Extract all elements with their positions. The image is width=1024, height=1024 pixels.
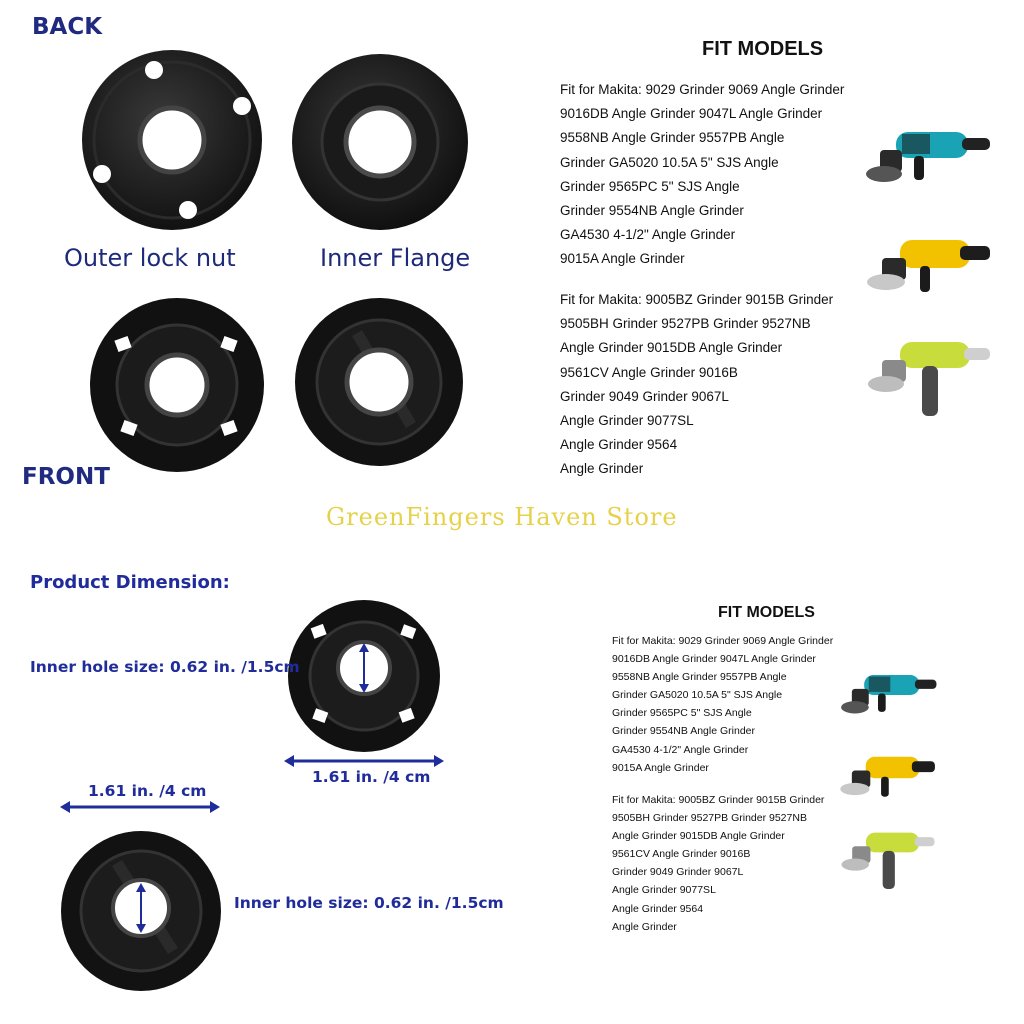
lime-grinder-image <box>864 336 994 420</box>
fit-line: 9558NB Angle Grinder 9557PB Angle <box>612 671 787 684</box>
fit-line: Angle Grinder 9015DB Angle Grinder <box>612 830 785 843</box>
inner-flange-label: Inner Flange <box>320 244 471 272</box>
outer-lock-nut-back-image <box>80 48 264 232</box>
fit-models-title-top: FIT MODELS <box>702 38 824 60</box>
fit-line: Angle Grinder 9077SL <box>612 884 716 897</box>
fit-line: Angle Grinder <box>560 461 644 477</box>
teal-grinder-image <box>862 124 992 192</box>
fit-line: Grinder 9565PC 5" SJS Angle <box>560 178 740 194</box>
yellow-grinder-image <box>864 234 994 304</box>
fit-line: GA4530 4-1/2" Angle Grinder <box>560 227 736 243</box>
fit-line: Grinder 9565PC 5" SJS Angle <box>612 707 752 720</box>
fit-line: Grinder 9049 Grinder 9067L <box>612 866 744 879</box>
fit-models-top-group2 <box>560 288 833 482</box>
teal-grinder-image-small <box>838 668 938 722</box>
fit-line: Angle Grinder <box>612 920 677 933</box>
product-dimension-title: Product Dimension: <box>30 572 230 593</box>
fit-line: Grinder 9554NB Angle Grinder <box>612 725 755 738</box>
store-watermark: GreenFingers Haven Store <box>326 503 678 531</box>
front-label: FRONT <box>22 464 110 490</box>
fit-line: Grinder GA5020 10.5A 5" SJS Angle <box>612 689 783 702</box>
flange-dimension-image <box>60 830 222 992</box>
lime-grinder-image-small <box>838 828 938 892</box>
fit-line: 9015A Angle Grinder <box>612 761 709 774</box>
lock-nut-dimension-image <box>286 598 442 754</box>
fit-line: Fit for Makita: 9005BZ Grinder 9015B Grinder <box>560 292 834 307</box>
fit-line: Angle Grinder 9015DB Angle Grinder <box>560 340 783 356</box>
outer-diameter-label-1: 1.61 in. /4 cm <box>312 768 431 786</box>
fit-line: GA4530 4-1/2" Angle Grinder <box>612 743 749 756</box>
fit-line: 9016DB Angle Grinder 9047L Angle Grinder <box>612 653 816 666</box>
fit-line: Grinder 9049 Grinder 9067L <box>560 388 729 404</box>
fit-models-title-bottom: FIT MODELS <box>718 604 815 621</box>
fit-line: 9561CV Angle Grinder 9016B <box>560 364 738 380</box>
outer-lock-nut-label: Outer lock nut <box>64 244 236 272</box>
outer-diameter-label-2: 1.61 in. /4 cm <box>88 782 207 800</box>
inner-hole-size-label-1: Inner hole size: 0.62 in. /1.5cm <box>30 658 300 676</box>
fit-line: Fit for Makita: 9005BZ Grinder 9015B Grinder <box>612 794 825 806</box>
inner-flange-back-image <box>290 52 470 232</box>
fit-line: Grinder 9554NB Angle Grinder <box>560 203 744 219</box>
yellow-grinder-image-small <box>838 752 938 806</box>
fit-line: Angle Grinder 9077SL <box>560 413 694 429</box>
fit-line: Angle Grinder 9564 <box>612 902 704 915</box>
fit-models-top-group1 <box>560 78 844 272</box>
fit-line: 9505BH Grinder 9527PB Grinder 9527NB <box>560 316 811 332</box>
fit-models-bottom-group1 <box>612 632 833 777</box>
fit-line: Grinder GA5020 10.5A 5" SJS Angle <box>560 154 779 170</box>
fit-line: Fit for Makita: 9029 Grinder 9069 Angle Grinder <box>560 82 845 97</box>
fit-models-bottom-group2 <box>612 791 824 936</box>
fit-line: 9505BH Grinder 9527PB Grinder 9527NB <box>612 812 807 825</box>
fit-line: 9561CV Angle Grinder 9016B <box>612 848 751 861</box>
fit-line: Fit for Makita: 9029 Grinder 9069 Angle Grinder <box>612 635 834 647</box>
outer-lock-nut-front-image <box>88 296 266 474</box>
outer-diameter-arrow-2 <box>58 798 222 816</box>
inner-hole-size-label-2: Inner hole size: 0.62 in. /1.5cm <box>234 894 504 912</box>
fit-line: Angle Grinder 9564 <box>560 437 678 453</box>
fit-line: 9016DB Angle Grinder 9047L Angle Grinder <box>560 106 823 122</box>
fit-line: 9015A Angle Grinder <box>560 251 685 267</box>
fit-line: 9558NB Angle Grinder 9557PB Angle <box>560 130 785 146</box>
back-label: BACK <box>32 14 103 40</box>
inner-flange-front-image <box>294 296 464 468</box>
